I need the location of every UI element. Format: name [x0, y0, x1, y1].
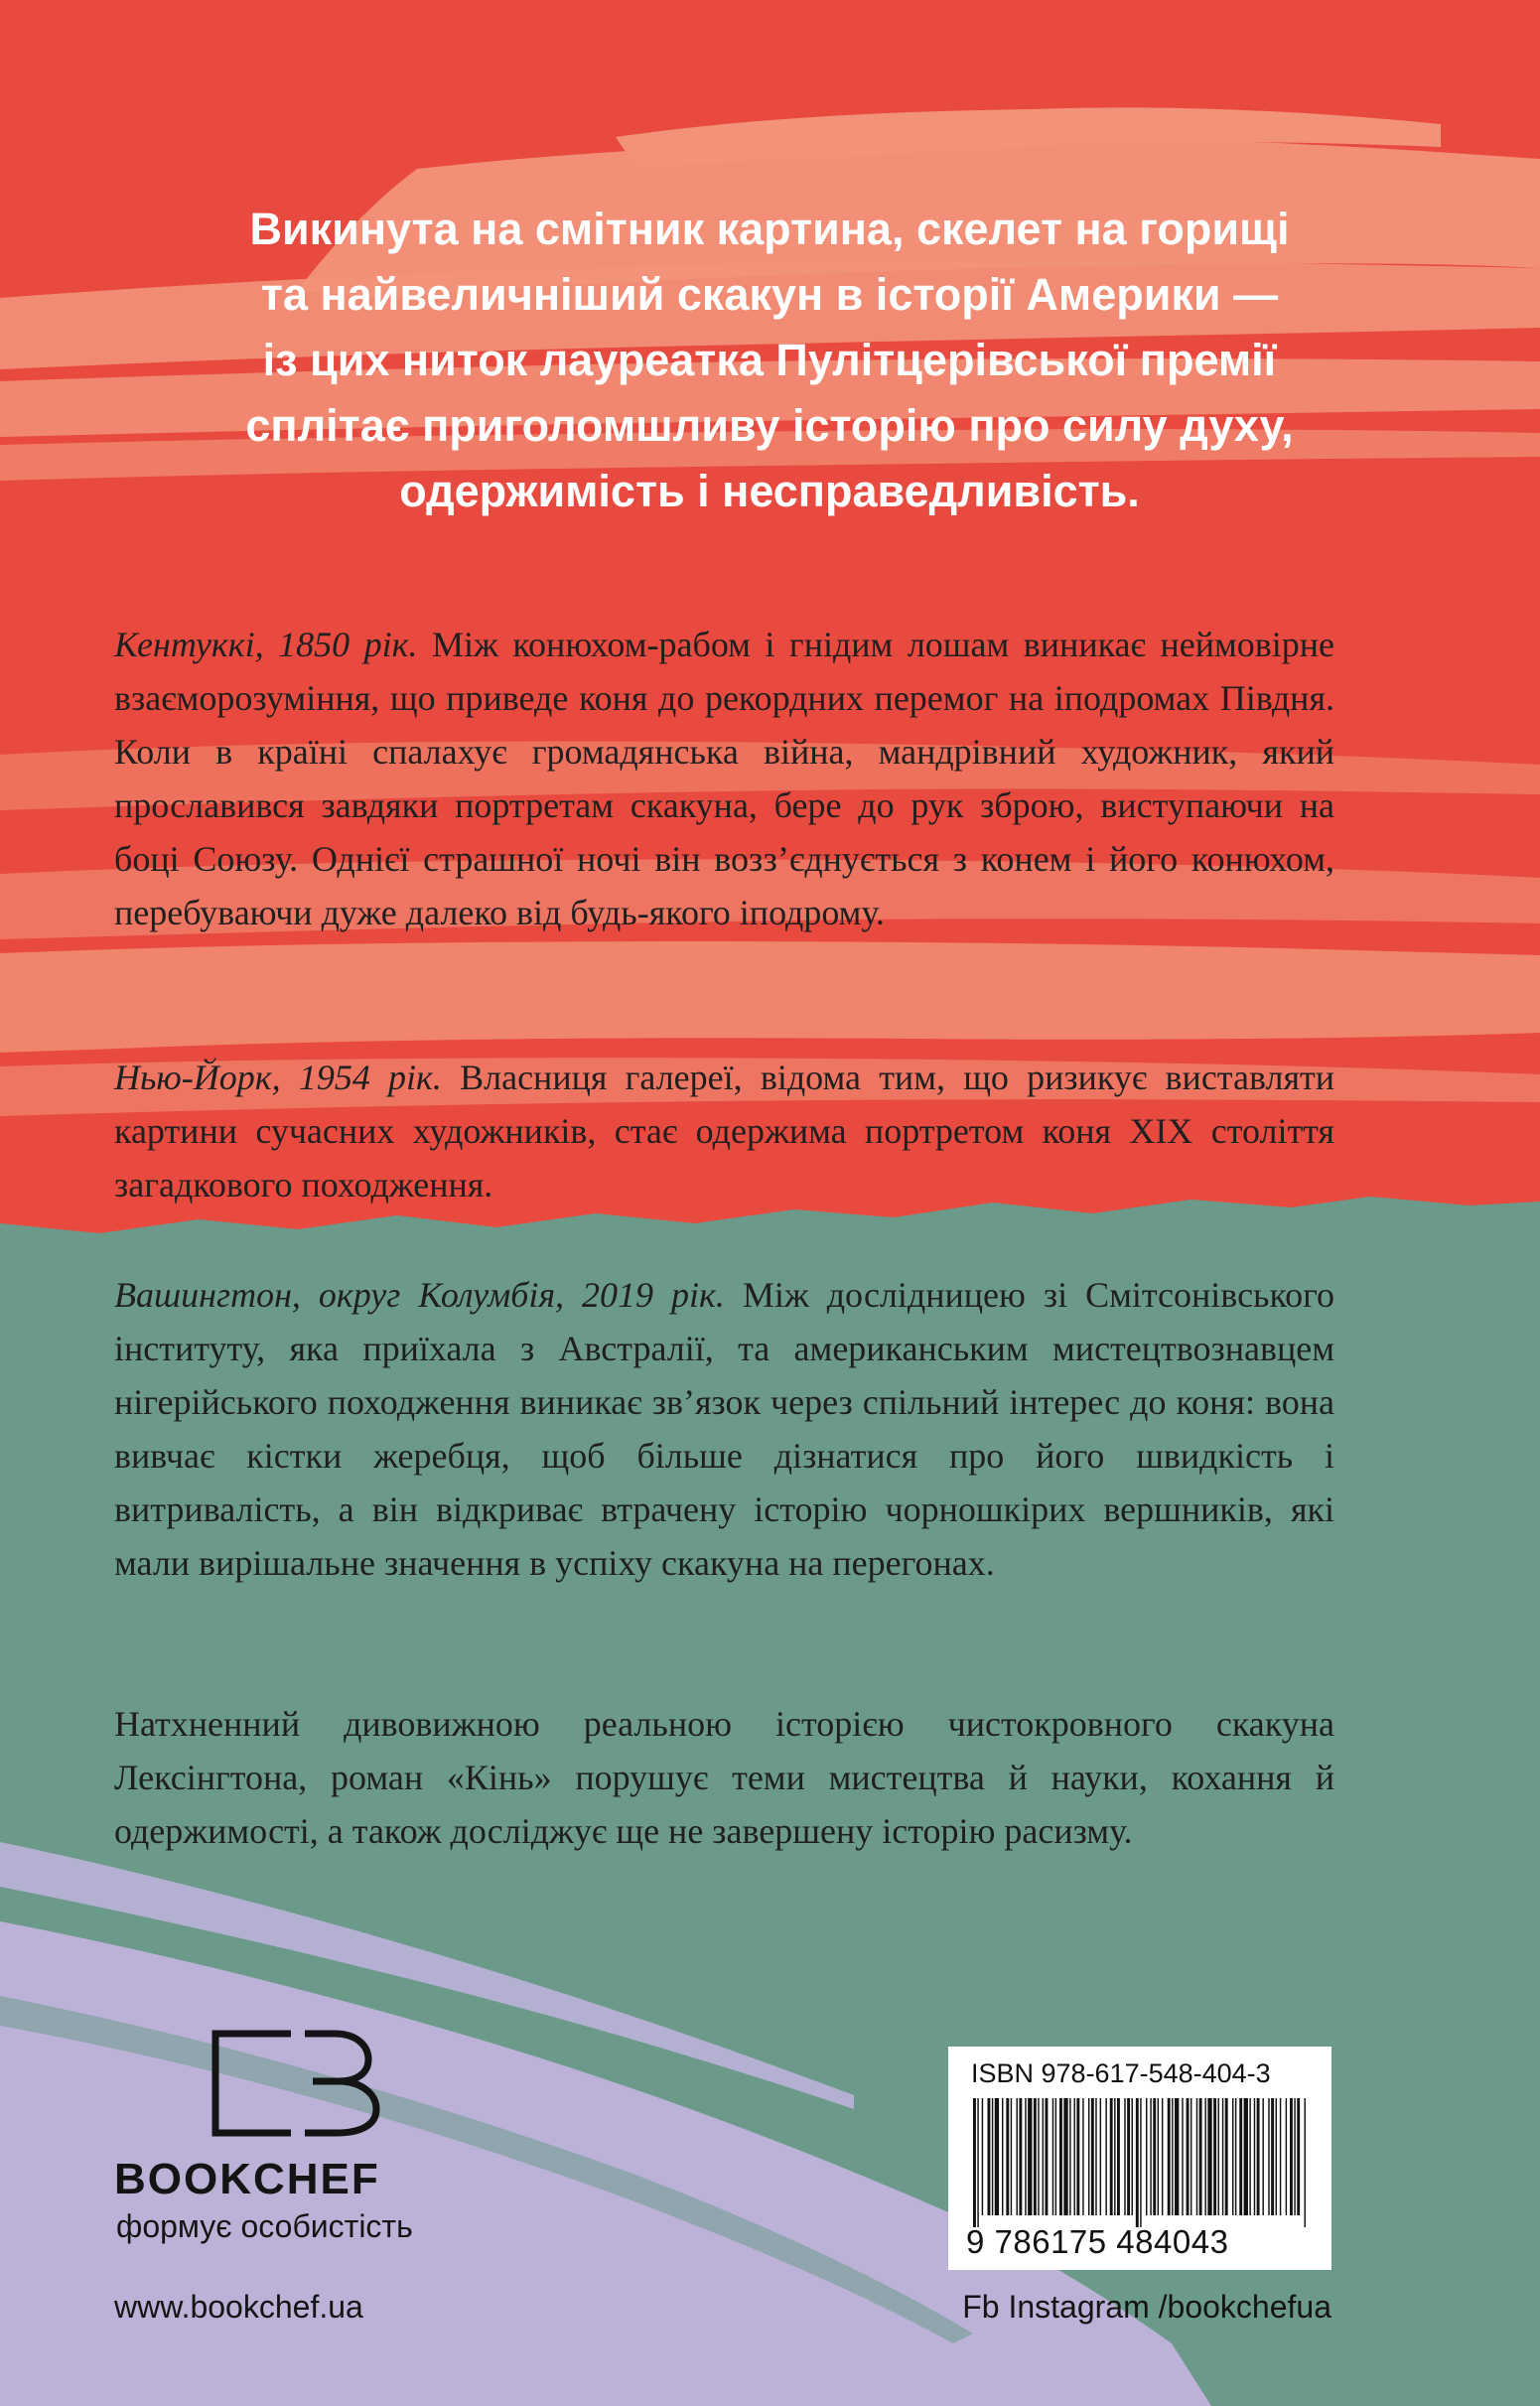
- barcode-bar: [1153, 2098, 1156, 2215]
- barcode-bar: [1052, 2098, 1053, 2215]
- paragraph-lead: Кентуккі, 1850 рік.: [114, 625, 418, 664]
- barcode-bar: [1297, 2098, 1300, 2215]
- barcode-bar: [988, 2098, 991, 2215]
- barcode-bar: [1196, 2098, 1197, 2215]
- barcode-bar: [1280, 2098, 1281, 2215]
- paragraph-lead: Нью-Йорк, 1954 рік.: [114, 1058, 442, 1097]
- barcode-bar: [1218, 2098, 1219, 2215]
- barcode-bar: [1207, 2098, 1211, 2215]
- publisher-website[interactable]: www.bookchef.ua: [114, 2289, 363, 2325]
- barcode-bar: [1038, 2098, 1039, 2215]
- barcode-bar: [1305, 2098, 1306, 2227]
- barcode-bar: [1249, 2098, 1250, 2215]
- barcode-bar: [1168, 2098, 1171, 2215]
- barcode-bar: [1043, 2098, 1044, 2215]
- isbn-label: ISBN 978-617-548-404-3: [971, 2058, 1271, 2088]
- barcode-bar: [1055, 2098, 1056, 2215]
- barcode-bar: [973, 2098, 976, 2227]
- barcode-bar: [1150, 2098, 1151, 2215]
- barcode-bar: [1146, 2098, 1147, 2215]
- barcode-bar: [1002, 2098, 1003, 2215]
- barcode-bar: [1294, 2098, 1295, 2215]
- barcode-bar: [1136, 2098, 1139, 2227]
- barcode-bar: [1114, 2098, 1115, 2215]
- barcode-bar: [1076, 2098, 1079, 2215]
- publisher-name: BOOKCHEF: [114, 2155, 380, 2203]
- barcode-bar: [1017, 2098, 1018, 2215]
- barcode-bar: [1286, 2098, 1287, 2215]
- barcode-bar: [1244, 2098, 1248, 2215]
- barcode-bar: [1172, 2098, 1173, 2215]
- barcode-bar: [1088, 2098, 1089, 2215]
- synopsis-paragraph-summary: [114, 1697, 1334, 1858]
- barcode-bar: [1074, 2098, 1075, 2215]
- synopsis-paragraph-washington: [114, 1268, 1334, 1590]
- paragraph-lead: Вашингтон, округ Колумбія, 2019 рік.: [114, 1275, 725, 1315]
- tagline-block: [79, 197, 1460, 524]
- barcode-bar: [1187, 2098, 1190, 2215]
- barcode-bar: [1082, 2098, 1083, 2215]
- barcode-bar: [1254, 2098, 1255, 2215]
- barcode-bar: [1019, 2098, 1022, 2215]
- barcode-bar: [1028, 2098, 1032, 2215]
- barcode-bar: [1225, 2098, 1228, 2215]
- publisher-logo: [114, 2030, 491, 2268]
- salmon-brush-stroke: [0, 941, 1540, 1053]
- bookchef-logo-mark-icon: [210, 2030, 384, 2137]
- paragraph-text: Між конюхом-рабом і гнідим лошам виникає неймовірне взаєморозуміння, що приведе коня до рекордних перемог на іподромах Півдня. Коли в країні спалахує громадянська війна, мандрівний художник, який прославився завдяки портретам скакуна, бере до рук зброю, виступаючи на боці Союзу. Однієї страшної ночі він возз’єднується з конем і його конюхом, перебуваючи дуже далеко від будь-якого іподрому.: [114, 625, 1335, 932]
- barcode-icon: [971, 2098, 1309, 2227]
- barcode-bar: [1235, 2098, 1236, 2215]
- barcode-bar: [1105, 2098, 1106, 2215]
- barcode-bar: [1290, 2098, 1293, 2215]
- barcode-bar: [1127, 2098, 1130, 2215]
- barcode-bar: [1257, 2098, 1260, 2215]
- barcode-bar: [1046, 2098, 1049, 2215]
- barcode-bar: [1190, 2098, 1191, 2215]
- barcode-bar: [1222, 2098, 1223, 2215]
- isbn-digits: 9 786175 484043: [966, 2223, 1229, 2260]
- paragraph-text: Між дослідницею зі Смітсонівського інституту, яка приїхала з Австралії, та американським мистецтвознавцем нігерійського походження виникає зв’язок через спільний інтерес до коня: вона вивчає кістки жеребця, щоб більше дізнатися про його швидкість і витривалість, а він відкриває втрачену історію чорношкірих вершників, які мали вирішальне значення в успіху скакуна на перегонах.: [114, 1275, 1334, 1583]
- tagline-line: із цих ниток лауреатка Пулітцерівської премії: [262, 335, 1277, 385]
- tagline-line: сплітає приголомшливу історію про силу духу,: [245, 400, 1294, 451]
- barcode-bar: [995, 2098, 999, 2215]
- barcode-bar: [1011, 2098, 1012, 2215]
- isbn-barcode-box: [948, 2047, 1331, 2270]
- barcode-bar: [1199, 2098, 1202, 2215]
- barcode-bar: [1232, 2098, 1233, 2215]
- barcode-bar: [1175, 2098, 1179, 2215]
- barcode-bar: [1117, 2098, 1120, 2215]
- publisher-social[interactable]: Fb Instagram /bookchefua: [962, 2289, 1331, 2325]
- barcode-bar: [1239, 2098, 1242, 2215]
- barcode-bar: [1158, 2098, 1159, 2215]
- barcode-bar: [1025, 2098, 1026, 2215]
- barcode-bar: [1213, 2098, 1216, 2215]
- barcode-bar: [1069, 2098, 1070, 2215]
- barcode-bar: [1132, 2098, 1133, 2215]
- barcode-bar: [1182, 2098, 1183, 2215]
- tagline-line: Викинута на смітник картина, скелет на горищі: [249, 204, 1290, 254]
- barcode-bar: [1268, 2098, 1269, 2215]
- barcode-bar: [1059, 2098, 1062, 2215]
- barcode-bar: [982, 2098, 983, 2215]
- paragraph-text: Власниця галереї, відома тим, що ризикує виставляти картини сучасних художників, стає одержима портретом коня XIX століття загадкового походження.: [114, 1058, 1334, 1204]
- barcode-bar: [992, 2098, 993, 2215]
- barcode-bar: [1140, 2098, 1141, 2227]
- barcode-bar: [1091, 2098, 1094, 2215]
- barcode-bar: [1006, 2098, 1009, 2215]
- synopsis-paragraph-kentucky: [114, 618, 1334, 939]
- tagline-line: одержимість і несправедливість.: [399, 466, 1140, 516]
- barcode-bar: [1063, 2098, 1067, 2215]
- barcode-bar: [1110, 2098, 1113, 2215]
- publisher-tagline: формує особистість: [116, 2208, 413, 2244]
- barcode-bar: [1262, 2098, 1263, 2215]
- barcode-bar: [1100, 2098, 1101, 2215]
- barcode-bar: [1271, 2098, 1274, 2215]
- barcode-bar: [1276, 2098, 1277, 2215]
- barcode-bar: [977, 2098, 978, 2227]
- synopsis-paragraph-new-york: [114, 1051, 1334, 1211]
- tagline-line: та найвеличніший скакун в історії Америки —: [260, 269, 1279, 320]
- barcode-bar: [1204, 2098, 1205, 2215]
- barcode-bar: [1124, 2098, 1125, 2215]
- paragraph-text: Натхненний дивовижною реальною історією чистокровного скакуна Лексінгтона, роман «Кінь» порушує теми мистецтва й науки, кохання й одержимості, а також досліджує ще не завершену історію расизму.: [114, 1704, 1334, 1851]
- barcode-bar: [1034, 2098, 1037, 2215]
- barcode-bar: [1095, 2098, 1096, 2215]
- barcode-bar: [1162, 2098, 1163, 2215]
